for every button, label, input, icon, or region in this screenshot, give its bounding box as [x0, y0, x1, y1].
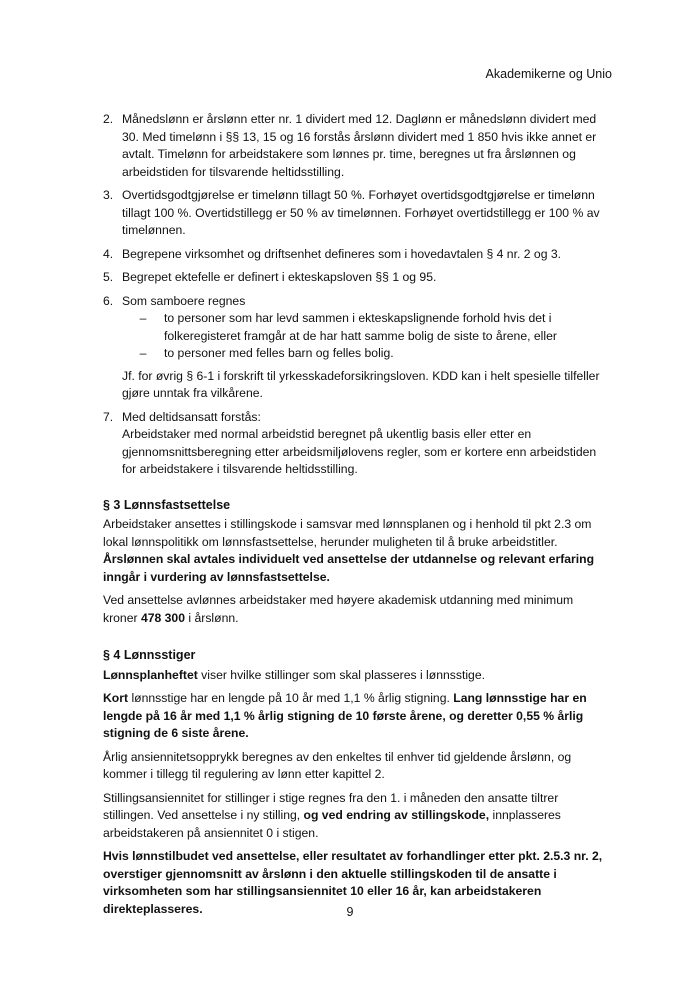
- dash-marker: –: [139, 311, 147, 325]
- paragraph-text: lønnsstige har en lengde på 10 år med 1,1 % årlig stigning.: [128, 691, 454, 705]
- bold-text: Hvis lønnstilbudet ved ansettelse, eller resultatet av forhandlinger etter pkt. 2.5.3 nr. 2, overstiger gjennomsnitt av årslønn i den aktuelle stillingskoden til de ansatte i virksomheten som har stillingsansiennitet 10 eller 16 år, kan arbeidstakeren direkteplasseres.: [103, 849, 603, 916]
- paragraph-text: Arbeidstaker ansettes i stillingskode i samsvar med lønnsplanen og i henhold til pkt 2.3 om lokal lønnspolitikk om lønnsfastsettelse, herunder muligheten til å bruke arbeidstitler.: [103, 517, 592, 549]
- item-note: Jf. for øvrig § 6-1 i forskrift til yrkesskadeforsikringsloven. KDD kan i helt spesielle tilfeller gjøre unntak fra vilkårene.: [122, 368, 600, 400]
- paragraph: Årlig ansiennitetsopprykk beregnes av den enkeltes til enhver tid gjeldende årslønn, og kommer i tillegg til regulering av lønn etter kapittel 2.: [103, 749, 572, 781]
- list-item-deltid: [103, 409, 611, 479]
- item-intro: Som samboere regnes: [122, 293, 246, 308]
- item-text: Overtidsgodtgjørelse er timelønn tillagt 50 %. Forhøyet overtidsgodtgjørelse er timelønn tillagt 100 %. Overtidstillegg er 50 % av timelønnen. Forhøyet overtidstillegg er 100 % av timelønnen.: [122, 188, 600, 237]
- page-header: Akademikerne og Unio: [485, 67, 612, 81]
- item-text: Begrepet ektefelle er definert i ekteskapsloven §§ 1 og 95.: [122, 270, 437, 284]
- bold-text: og ved endring av stillingskode,: [303, 808, 490, 822]
- paragraph: [103, 790, 611, 843]
- paragraph: [103, 592, 611, 627]
- paragraph-text: viser hvilke stillinger som skal plasseres i lønnsstige.: [197, 667, 485, 682]
- item-text: Begrepene virksomhet og driftsenhet defineres som i hovedavtalen § 4 nr. 2 og 3.: [122, 246, 562, 261]
- item-number: 7.: [103, 409, 114, 424]
- item-number: 5.: [103, 270, 114, 284]
- bold-text: Lang lønnsstige har en lengde på 16 år med 1,1 % årlig stigning de 10 første årene, og deretter 0,55 % årlig stigning de 6 siste årene.: [103, 691, 587, 740]
- paragraph: [103, 690, 611, 743]
- item-number: 3.: [103, 188, 114, 202]
- bold-text: Årslønnen skal avtales individuelt ved ansettelse der utdannelse og relevant erfaring inngår i vurdering av lønnsfastsettelse.: [103, 552, 595, 584]
- dash-text: to personer med felles barn og felles bolig.: [164, 346, 394, 360]
- dash-text: to personer som har levd sammen i ekteskapslignende forhold hvis det i folkeregisteret framgår at de har hatt samme bolig de siste to årene, eller: [164, 311, 557, 343]
- paragraph: [103, 516, 611, 586]
- bold-text: Kort: [103, 691, 129, 705]
- section-heading: § 4 Lønnsstiger: [103, 648, 196, 662]
- paragraph-text: Stillingsansiennitet for stillinger i stige regnes fra den 1. i måneden den ansatte tiltrer stillingen. Ved ansettelse i ny stilling,: [103, 790, 559, 822]
- list-item: [103, 111, 611, 181]
- dash-marker: –: [139, 346, 147, 360]
- list-item-samboere: [103, 293, 611, 403]
- bold-amount: 478 300: [140, 610, 185, 625]
- document-body: [103, 111, 611, 924]
- list-item: [103, 269, 611, 287]
- item-number: 2.: [103, 112, 114, 126]
- paragraph-text: Ved ansettelse avlønnes arbeidstaker med høyere akademisk utdanning med minimum kroner: [103, 593, 574, 625]
- bold-text: Lønnsplanheftet: [103, 667, 198, 682]
- item-text: Månedslønn er årslønn etter nr. 1 dividert med 12. Daglønn er månedslønn dividert med 30. Med timelønn i §§ 13, 15 og 16 forstås årslønn dividert med 1 850 hvis ikke annet er avtalt. Timelønn for arbeidstakere som lønnes pr. time, beregnes ut fra årslønnen og arbeidstiden for tilsvarende heltidsstilling.: [122, 112, 597, 179]
- definitions-list: [103, 111, 611, 479]
- item-intro: Med deltidsansatt forstås:: [122, 409, 261, 424]
- item-number: 4.: [103, 246, 114, 261]
- paragraph-text: innplasseres arbeidstakeren på ansiennitet 0 i stigen.: [103, 808, 561, 840]
- section-heading: § 3 Lønnsfastsettelse: [103, 497, 231, 512]
- paragraph-text: i årslønn.: [185, 610, 239, 625]
- item-text: Arbeidstaker med normal arbeidstid beregnet på ukentlig basis eller etter en gjennomsnittsberegning etter arbeidsmiljølovens regler, som er kortere enn arbeidstiden for arbeidstakere i tilsvarende heltidsstilling.: [122, 427, 597, 476]
- item-body: [122, 409, 611, 479]
- paragraph: [103, 667, 611, 685]
- list-item: [103, 246, 611, 264]
- page-number: 9: [346, 905, 354, 919]
- dash-item: [122, 345, 611, 363]
- dash-item: [122, 310, 611, 345]
- item-number: 6.: [103, 293, 114, 308]
- list-item: [103, 187, 611, 240]
- section-lonnsstiger: [103, 647, 611, 918]
- section-lonnsfastsettelse: [103, 497, 611, 628]
- item-body: [122, 293, 611, 403]
